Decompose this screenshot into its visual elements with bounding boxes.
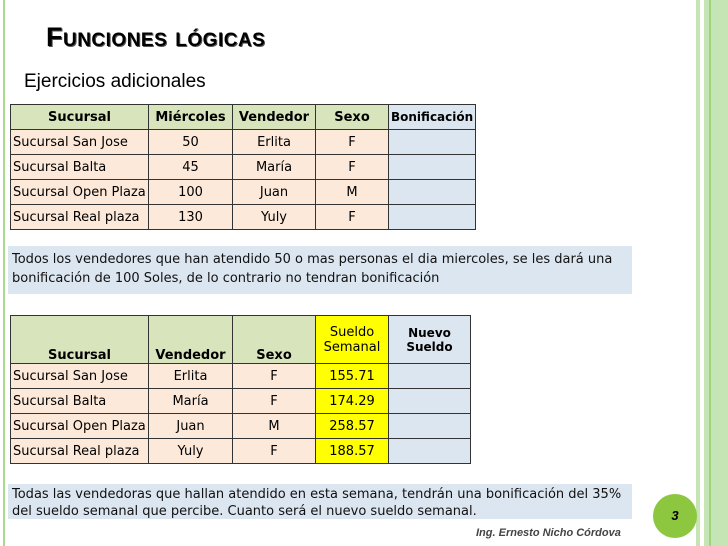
cell-sexo: M	[316, 180, 389, 205]
slide-title: Funciones lógicas	[46, 22, 266, 52]
right-stripe-decoration	[696, 0, 700, 546]
wednesday-table	[10, 104, 476, 230]
table-row	[11, 180, 476, 205]
header-vendedor: Vendedor	[233, 105, 316, 130]
cell-sucursal: Sucursal Real plaza	[11, 439, 149, 464]
header-sexo: Sexo	[233, 316, 316, 364]
cell-sueldo-semanal: 174.29	[316, 389, 389, 414]
cell-vendedor: Juan	[149, 414, 233, 439]
cell-vendedor: Juan	[233, 180, 316, 205]
header-sexo: Sexo	[316, 105, 389, 130]
cell-nuevo-sueldo[interactable]	[389, 364, 471, 389]
header-nuevo-sueldo: Nuevo Sueldo	[389, 316, 471, 364]
cell-vendedor: Erlita	[149, 364, 233, 389]
table-row	[11, 205, 476, 230]
weekly-salary-table	[10, 315, 471, 464]
header-sueldo-semanal: Sueldo Semanal	[316, 316, 389, 364]
header-sucursal: Sucursal	[11, 316, 149, 364]
cell-sucursal: Sucursal Open Plaza	[11, 414, 149, 439]
table-row	[11, 439, 471, 464]
cell-miercoles: 45	[149, 155, 233, 180]
cell-vendedor: María	[149, 389, 233, 414]
cell-nuevo-sueldo[interactable]	[389, 439, 471, 464]
cell-sucursal: Sucursal Balta	[11, 155, 149, 180]
cell-sucursal: Sucursal Open Plaza	[11, 180, 149, 205]
table-header-row	[11, 316, 471, 364]
header-sucursal: Sucursal	[11, 105, 149, 130]
cell-bonificacion[interactable]	[389, 180, 476, 205]
right-stripe-decoration	[709, 0, 711, 546]
cell-sexo: F	[316, 205, 389, 230]
page-number-badge: 3	[653, 494, 697, 538]
cell-sucursal: Sucursal Balta	[11, 389, 149, 414]
table-row	[11, 130, 476, 155]
header-vendedor: Vendedor	[149, 316, 233, 364]
cell-sucursal: Sucursal San Jose	[11, 130, 149, 155]
cell-sexo: F	[316, 130, 389, 155]
cell-bonificacion[interactable]	[389, 155, 476, 180]
cell-sexo: F	[233, 364, 316, 389]
header-miercoles: Miércoles	[149, 105, 233, 130]
cell-sexo: F	[233, 389, 316, 414]
cell-sexo: F	[316, 155, 389, 180]
table-row	[11, 155, 476, 180]
table-row	[11, 389, 471, 414]
cell-sexo: M	[233, 414, 316, 439]
cell-vendedor: Erlita	[233, 130, 316, 155]
cell-sueldo-semanal: 258.57	[316, 414, 389, 439]
cell-vendedor: Yuly	[149, 439, 233, 464]
cell-bonificacion[interactable]	[389, 130, 476, 155]
right-stripe-decoration	[704, 0, 728, 546]
cell-sueldo-semanal: 188.57	[316, 439, 389, 464]
left-border-decoration	[3, 0, 5, 546]
cell-miercoles: 100	[149, 180, 233, 205]
cell-miercoles: 130	[149, 205, 233, 230]
cell-sueldo-semanal: 155.71	[316, 364, 389, 389]
table-row	[11, 364, 471, 389]
cell-nuevo-sueldo[interactable]	[389, 414, 471, 439]
cell-vendedor: María	[233, 155, 316, 180]
author-footer: Ing. Ernesto Nicho Córdova	[476, 527, 621, 539]
cell-bonificacion[interactable]	[389, 205, 476, 230]
cell-nuevo-sueldo[interactable]	[389, 389, 471, 414]
header-bonificacion: Bonificación	[389, 105, 476, 130]
cell-sucursal: Sucursal Real plaza	[11, 205, 149, 230]
cell-vendedor: Yuly	[233, 205, 316, 230]
cell-sucursal: Sucursal San Jose	[11, 364, 149, 389]
cell-miercoles: 50	[149, 130, 233, 155]
exercise-1-instructions: Todos los vendedores que han atendido 50 o mas personas el dia miercoles, se les dará una bonificación de 100 Soles, de lo contrario no tendran bonificación	[8, 246, 632, 294]
cell-sexo: F	[233, 439, 316, 464]
table-row	[11, 414, 471, 439]
slide-subtitle: Ejercicios adicionales	[24, 71, 206, 92]
table-header-row	[11, 105, 476, 130]
exercise-2-instructions: Todas las vendedoras que hallan atendido en esta semana, tendrán una bonificación del 35% del sueldo semanal que percibe. Cuanto será el nuevo sueldo semanal.	[8, 484, 632, 519]
